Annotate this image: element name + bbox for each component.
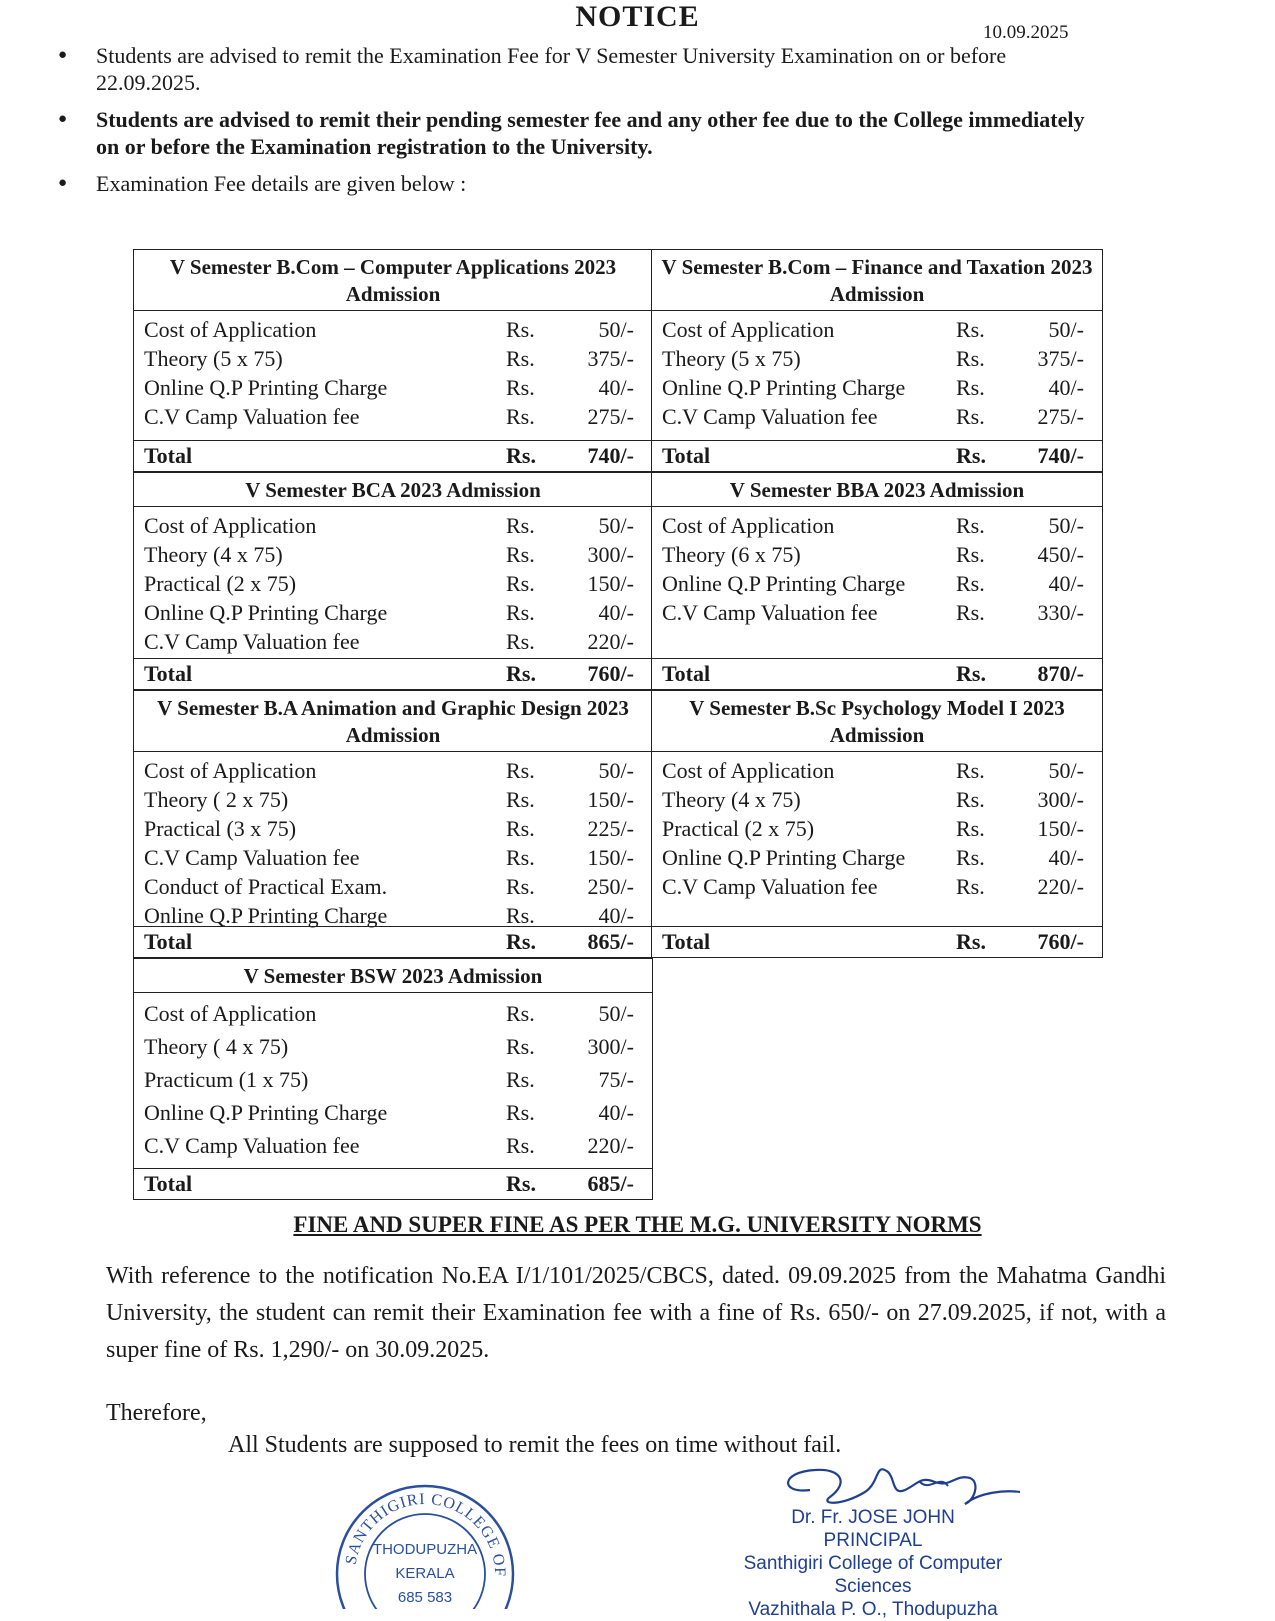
fee-currency: Rs. (956, 317, 985, 342)
total-amount: 760/- (587, 661, 634, 686)
fee-row (144, 627, 644, 656)
fee-currency: Rs. (506, 629, 535, 654)
fee-currency: Rs. (506, 1067, 535, 1092)
table-heading: V Semester B.A Animation and Graphic Design 2023 Admission (134, 691, 652, 752)
fee-currency: Rs. (956, 845, 985, 870)
fee-label: Practical (2 x 75) (144, 571, 297, 596)
fee-table-bcom-ft (651, 249, 1103, 472)
bullet-exam-fee: ● Students are advised to remit the Examination Fee for V Semester University Examination on or before 22.09.2025. (58, 42, 1098, 96)
fee-label: Cost of Application (144, 513, 317, 538)
fee-amount: 375/- (587, 346, 634, 371)
fee-label: Cost of Application (662, 513, 835, 538)
fee-row (662, 756, 1094, 785)
fine-heading: FINE AND SUPER FINE AS PER THE M.G. UNIVERSITY NORMS (293, 1212, 982, 1237)
total-label: Total (144, 661, 193, 686)
fee-currency: Rs. (956, 758, 985, 783)
fee-amount: 40/- (598, 600, 634, 625)
fee-row (662, 540, 1094, 569)
total-amount: 740/- (1037, 443, 1084, 468)
fee-amount: 40/- (1048, 845, 1084, 870)
notice-title: NOTICE (575, 0, 700, 33)
fee-row (144, 1030, 644, 1063)
fee-label: Theory (5 x 75) (144, 346, 283, 371)
fee-label: C.V Camp Valuation fee (144, 845, 360, 870)
total-label: Total (662, 661, 711, 686)
notice-date: 10.09.2025 (983, 22, 1069, 43)
fee-currency: Rs. (956, 600, 985, 625)
table-heading: V Semester BCA 2023 Admission (134, 473, 652, 507)
fee-amount: 40/- (598, 375, 634, 400)
fee-row (144, 402, 644, 431)
fee-amount: 40/- (1048, 571, 1084, 596)
fee-row (662, 598, 1094, 627)
fee-amount: 220/- (587, 1133, 634, 1158)
fee-table-bba (651, 472, 1103, 690)
fee-amount: 275/- (587, 404, 634, 429)
total-amount: 870/- (1037, 661, 1084, 686)
fee-currency: Rs. (506, 1100, 535, 1125)
fee-row (662, 402, 1094, 431)
total-amount: 685/- (587, 1171, 634, 1196)
fee-label: Online Q.P Printing Charge (662, 375, 906, 400)
fee-row (662, 814, 1094, 843)
fee-total (652, 658, 1102, 689)
table-heading: V Semester BBA 2023 Admission (652, 473, 1102, 507)
fee-currency: Rs. (506, 816, 535, 841)
fee-amount: 50/- (1048, 317, 1084, 342)
fee-row (662, 315, 1094, 344)
fee-label: Cost of Application (662, 758, 835, 783)
fee-label: Theory (4 x 75) (662, 787, 801, 812)
table-heading: V Semester B.Com – Computer Applications 2023 Admission (134, 250, 652, 311)
fee-label: Theory (6 x 75) (662, 542, 801, 567)
fee-total (134, 926, 652, 957)
fee-amount: 40/- (598, 903, 634, 928)
total-currency: Rs. (956, 443, 986, 468)
fee-amount: 300/- (587, 542, 634, 567)
fee-row (662, 344, 1094, 373)
total-currency: Rs. (506, 443, 536, 468)
fee-currency: Rs. (956, 874, 985, 899)
fee-row (144, 1129, 644, 1162)
fee-amount: 50/- (598, 758, 634, 783)
fee-label: C.V Camp Valuation fee (662, 404, 878, 429)
fee-currency: Rs. (506, 571, 535, 596)
fee-currency: Rs. (506, 404, 535, 429)
fee-amount: 250/- (587, 874, 634, 899)
fee-label: Practical (2 x 75) (662, 816, 815, 841)
fee-amount: 50/- (1048, 513, 1084, 538)
fee-label: Theory ( 2 x 75) (144, 787, 289, 812)
fee-row (662, 843, 1094, 872)
fee-total (134, 440, 652, 471)
table-heading: V Semester BSW 2023 Admission (134, 959, 652, 993)
fee-table-ba-animation (133, 690, 653, 958)
fee-currency: Rs. (506, 600, 535, 625)
total-currency: Rs. (506, 929, 536, 954)
fee-amount: 40/- (598, 1100, 634, 1125)
fee-currency: Rs. (956, 404, 985, 429)
signatory-address: Vazhithala P. O., Thodupuzha (748, 1599, 998, 1620)
total-amount: 740/- (587, 443, 634, 468)
fee-amount: 75/- (598, 1067, 634, 1092)
fee-row (662, 373, 1094, 402)
fee-currency: Rs. (506, 787, 535, 812)
fee-amount: 220/- (587, 629, 634, 654)
fee-amount: 300/- (1037, 787, 1084, 812)
signatory-designation: PRINCIPAL (823, 1530, 923, 1551)
fee-row (144, 598, 644, 627)
fee-label: Theory (4 x 75) (144, 542, 283, 567)
fee-row (662, 872, 1094, 901)
fee-table-bcom-ca (133, 249, 653, 472)
fee-amount: 150/- (587, 787, 634, 812)
fee-label: Cost of Application (144, 317, 317, 342)
fee-row (662, 511, 1094, 540)
fee-row (144, 756, 644, 785)
total-currency: Rs. (506, 661, 536, 686)
fee-currency: Rs. (506, 542, 535, 567)
fee-row (662, 569, 1094, 598)
fee-currency: Rs. (506, 874, 535, 899)
fee-label: Theory ( 4 x 75) (144, 1034, 289, 1059)
fee-label: Conduct of Practical Exam. (144, 874, 388, 899)
fee-label: C.V Camp Valuation fee (144, 1133, 360, 1158)
fee-amount: 375/- (1037, 346, 1084, 371)
fee-row (144, 785, 644, 814)
fee-currency: Rs. (506, 845, 535, 870)
fee-amount: 150/- (587, 845, 634, 870)
fee-total (652, 926, 1102, 957)
bullet-fee-details: ● Examination Fee details are given below : (58, 170, 1098, 197)
fee-row (144, 1063, 644, 1096)
signatory-institution: Santhigiri College of Computer Sciences (743, 1553, 1003, 1597)
fee-amount: 225/- (587, 816, 634, 841)
fee-currency: Rs. (956, 542, 985, 567)
fee-currency: Rs. (506, 1133, 535, 1158)
total-currency: Rs. (506, 1171, 536, 1196)
fee-label: Theory (5 x 75) (662, 346, 801, 371)
fee-row (144, 997, 644, 1030)
fee-currency: Rs. (956, 816, 985, 841)
fee-label: C.V Camp Valuation fee (662, 874, 878, 899)
fee-label: Practicum (1 x 75) (144, 1067, 309, 1092)
fee-label: C.V Camp Valuation fee (662, 600, 878, 625)
fee-label: C.V Camp Valuation fee (144, 629, 360, 654)
fee-row (144, 872, 644, 901)
total-label: Total (144, 1171, 193, 1196)
seal-line-2: KERALA (395, 1565, 455, 1582)
seal-ring-text: SANTHIGIRI COLLEGE OF (342, 1490, 509, 1578)
fee-amount: 275/- (1037, 404, 1084, 429)
fee-label: Cost of Application (144, 758, 317, 783)
fee-currency: Rs. (506, 903, 535, 928)
seal-line-1: THODUPUZHA (372, 1541, 478, 1558)
fee-currency: Rs. (956, 346, 985, 371)
fee-amount: 50/- (1048, 758, 1084, 783)
fee-currency: Rs. (506, 1034, 535, 1059)
fee-label: Online Q.P Printing Charge (144, 1100, 388, 1125)
total-currency: Rs. (956, 661, 986, 686)
fee-label: Cost of Application (662, 317, 835, 342)
fee-row (144, 843, 644, 872)
fee-row (144, 569, 644, 598)
total-currency: Rs. (956, 929, 986, 954)
total-amount: 865/- (587, 929, 634, 954)
fee-total (134, 1168, 652, 1199)
fee-label: Practical (3 x 75) (144, 816, 297, 841)
table-heading: V Semester B.Com – Finance and Taxation 2023 Admission (652, 250, 1102, 311)
total-label: Total (144, 443, 193, 468)
fee-table-bca (133, 472, 653, 690)
fee-currency: Rs. (956, 375, 985, 400)
seal-line-3: 685 583 (397, 1589, 453, 1606)
fee-currency: Rs. (956, 513, 985, 538)
fee-amount: 220/- (1037, 874, 1084, 899)
fee-label: Online Q.P Printing Charge (662, 571, 906, 596)
fee-currency: Rs. (506, 375, 535, 400)
fee-total (134, 658, 652, 689)
fee-currency: Rs. (506, 317, 535, 342)
fee-row (144, 1096, 644, 1129)
fee-amount: 450/- (1037, 542, 1084, 567)
fee-amount: 150/- (1037, 816, 1084, 841)
fee-currency: Rs. (506, 758, 535, 783)
fine-paragraph: With reference to the notification No.EA I/1/101/2025/CBCS, dated. 09.09.2025 from the Mahatma Gandhi University, the student can remit their Examination fee with a fine of Rs. 650/- on 27.09.2025, if not, with a super fine of Rs. 1,290/- on 30.09.2025. (106, 1263, 1166, 1363)
fee-total (652, 440, 1102, 471)
fee-currency: Rs. (506, 513, 535, 538)
fee-currency: Rs. (956, 787, 985, 812)
fee-currency: Rs. (506, 1001, 535, 1026)
total-label: Total (662, 443, 711, 468)
fee-row (144, 540, 644, 569)
fee-label: Online Q.P Printing Charge (144, 600, 388, 625)
fee-row (144, 814, 644, 843)
fee-amount: 50/- (598, 513, 634, 538)
signatory-name: Dr. Fr. JOSE JOHN (791, 1507, 955, 1528)
total-amount: 760/- (1037, 929, 1084, 954)
fee-currency: Rs. (506, 346, 535, 371)
fee-currency: Rs. (956, 571, 985, 596)
fee-table-bsw (133, 958, 653, 1200)
fee-amount: 300/- (587, 1034, 634, 1059)
table-heading: V Semester B.Sc Psychology Model I 2023 Admission (652, 691, 1102, 752)
bullet-pending-fee: ● Students are advised to remit their pending semester fee and any other fee due to the College immediately on or before the Examination registration to the University. (58, 106, 1098, 160)
fee-row (144, 511, 644, 540)
notice-bullets (58, 42, 1098, 207)
fee-amount: 150/- (587, 571, 634, 596)
fee-amount: 50/- (598, 317, 634, 342)
therefore-text: Therefore, (106, 1400, 207, 1426)
fee-table-bsc-psychology (651, 690, 1103, 958)
closing-text: All Students are supposed to remit the fees on time without fail. (228, 1432, 842, 1458)
fee-row (144, 373, 644, 402)
fee-label: Online Q.P Printing Charge (144, 903, 388, 928)
fee-label: C.V Camp Valuation fee (144, 404, 360, 429)
fee-label: Online Q.P Printing Charge (144, 375, 388, 400)
fee-label: Online Q.P Printing Charge (662, 845, 906, 870)
signatory-block (708, 1506, 1038, 1621)
total-label: Total (662, 929, 711, 954)
fee-amount: 40/- (1048, 375, 1084, 400)
fee-row (662, 785, 1094, 814)
college-seal (330, 1454, 520, 1614)
total-label: Total (144, 929, 193, 954)
fee-amount: 330/- (1037, 600, 1084, 625)
fee-row (144, 344, 644, 373)
fee-label: Cost of Application (144, 1001, 317, 1026)
fee-amount: 50/- (598, 1001, 634, 1026)
fee-row (144, 315, 644, 344)
